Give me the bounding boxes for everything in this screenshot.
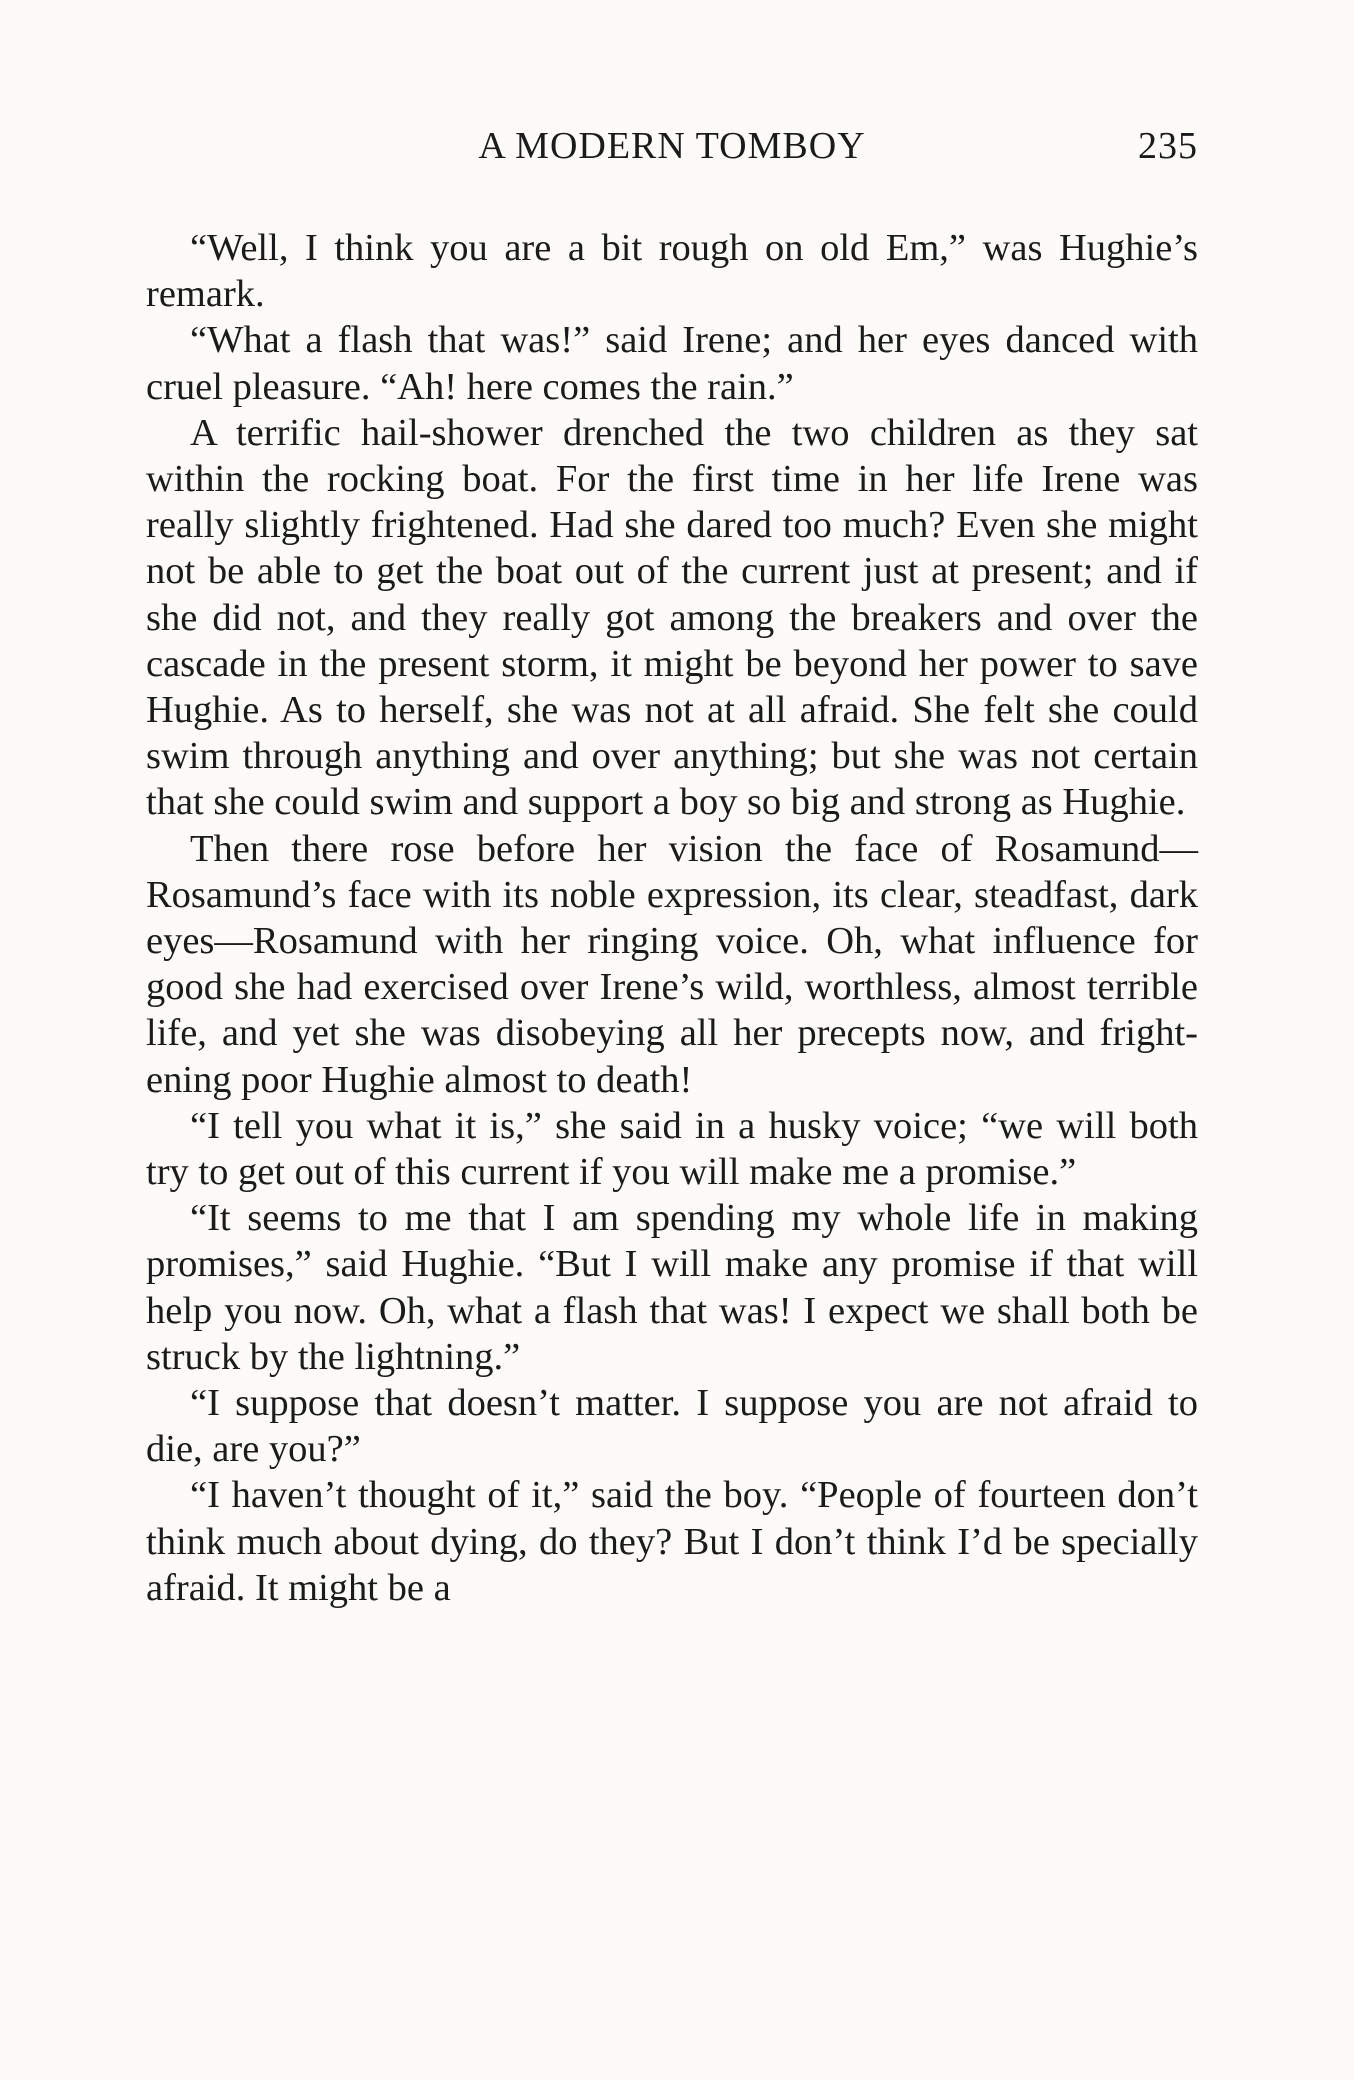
running-title: A MODERN TOMBOY <box>478 125 866 167</box>
paragraph: “Well, I think you are a bit rough on old Em,” was Hughie’s remark. <box>146 227 1198 316</box>
paragraph: Then there rose before her vision the face of Rosamund—Rosamund’s face with its noble expression, its clear, steadfast, dark eyes—Rosamund with her ringing voice. Oh, what influence for good she had exercised over Irene’s wild, worthless, almost terrible life, and yet she was disobeying all her precepts now, and frightening poor Hughie almost to death! <box>146 827 1198 1101</box>
running-head <box>146 124 1198 174</box>
body-text <box>146 225 1198 1611</box>
paragraph: “What a flash that was!” said Irene; and her eyes danced with cruel pleasure. “Ah! here comes the rain.” <box>146 319 1198 408</box>
paragraph: A terrific hail-shower drenched the two children as they sat within the rocking boat. For the first time in her life Irene was really slightly frightened. Had she dared too much? Even she might not be able to get the boat out of the current just at present; and if she did not, and they really got among the breakers and over the cascade in the present storm, it might be beyond her power to save Hughie. As to herself, she was not at all afraid. She felt she could swim through anything and over anything; but she was not certain that she could swim and support a boy so big and strong as Hughie. <box>146 411 1198 824</box>
paragraph: “I tell you what it is,” she said in a husky voice; “we will both try to get out of this current if you will make me a promise.” <box>146 1104 1198 1194</box>
paragraph: “It seems to me that I am spending my whole life in making promises,” said Hughie. “But I will make any promise if that will help you now. Oh, what a flash that was! I expect we shall both be struck by the lightning.” <box>146 1197 1198 1378</box>
paragraph: “I haven’t thought of it,” said the boy. “People of fourteen don’t think much about dying, do they? But I don’t think I’d be specially afraid. It might be a <box>146 1474 1198 1609</box>
page-number: 235 <box>1138 125 1198 167</box>
paragraph: “I suppose that doesn’t matter. I suppose you are not afraid to die, are you?” <box>146 1382 1198 1471</box>
